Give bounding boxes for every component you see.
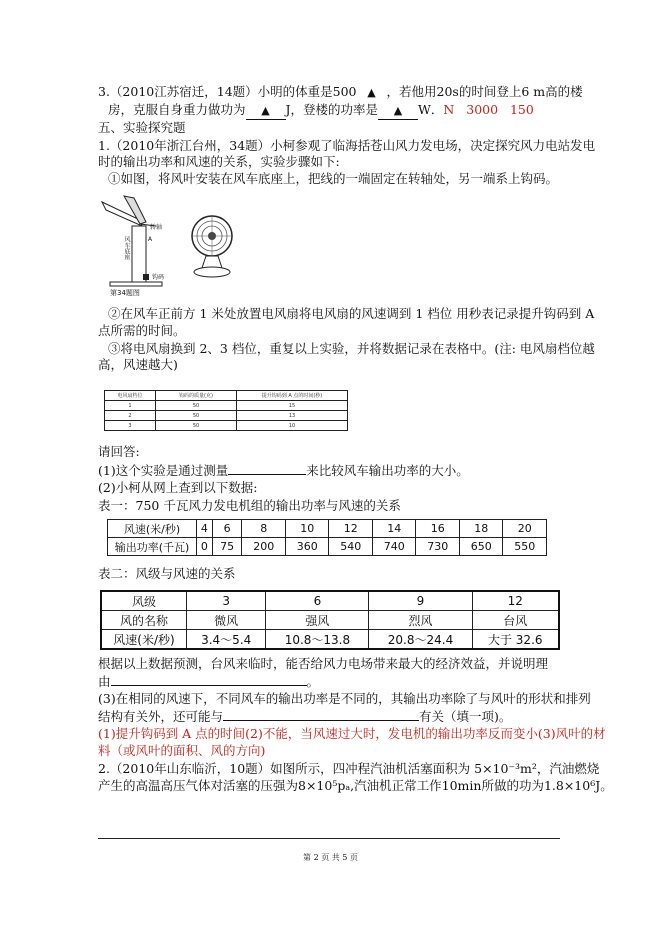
fig-label-axle: 转轴 [150, 224, 163, 231]
table-row [108, 538, 547, 556]
table-cell: 18 [459, 520, 503, 538]
table-row-label: 输出功率(千瓦) [108, 538, 197, 556]
table-cell: 10 [285, 520, 329, 538]
section-heading: 五、实验探究题 [98, 120, 186, 135]
windmill-figure [100, 192, 250, 296]
q3-text-e: W． [418, 102, 444, 117]
q3-blank-3 [378, 102, 418, 120]
page-footer: 第 2 页 共 5 页 [303, 853, 358, 862]
table-cell: 360 [285, 538, 329, 556]
table-cell: 20.8～24.4 [369, 630, 472, 650]
q3-answer: N 3000 150 [443, 102, 534, 117]
q2-line2: 产生的高温高压气体对活塞的压强为8×10⁵pₐ,汽油机正常工作10min所做的功为1.8×10⁶J。 [98, 778, 613, 793]
table-cell: 75 [212, 538, 242, 556]
q1-sub3-line1: (3)在相同的风速下，不同风车的输出功率是不同的，其输出功率除了与风叶的形状和排列 [98, 691, 591, 706]
q1-step3-line2: 高，风速越大) [98, 357, 178, 372]
q1-step2-line2: 点所需的时间。 [98, 323, 186, 338]
q1-step2-line1: ②在风车正前方 1 米处放置电风扇将电风扇的风速调到 1 档位 用秒表记录提升钩码到 A [108, 306, 595, 321]
table-cell: 50 [156, 401, 237, 411]
table-row-label: 风的名称 [101, 611, 187, 630]
triangle-marker-icon: ▲ [261, 104, 270, 117]
table-cell: 650 [459, 538, 503, 556]
table-cell: 13 [237, 411, 348, 421]
table-cell: 200 [242, 538, 286, 556]
q1-sub3-text-b: 有关（填一项)。 [419, 709, 512, 724]
power-vs-windspeed-table [107, 519, 547, 556]
table-cell: 台风 [472, 611, 559, 630]
table-cell: 2 [105, 411, 156, 421]
q1-step1: ①如图，将风叶安装在风车底座上，把线的一端固定在转轴处，另一端系上钩码。 [108, 171, 559, 186]
table-cell: 16 [416, 520, 460, 538]
table-cell: 14 [372, 520, 416, 538]
table-row [101, 630, 559, 650]
q3-blank-1 [357, 84, 387, 99]
q2-line1: 2.（2010年山东临沂，10题）如图所示，四冲程汽油机活塞面积为 5×10⁻³m²，汽油燃烧 [98, 761, 600, 776]
q3-blank-2 [246, 102, 286, 120]
triangle-marker-icon: ▲ [367, 86, 376, 99]
q1-step3-line1: ③将电风扇换到 2、3 档位，重复以上实验，并将数据记录在表格中。(注: 电风扇档位越 [108, 341, 595, 356]
q1-answer-line2: 料（或风叶的面积、风的方向) [98, 743, 266, 758]
table-cell: 1 [105, 401, 156, 411]
table-cell: 550 [503, 538, 547, 556]
table-cell: 4 [197, 520, 213, 538]
table-cell: 3.4～5.4 [187, 630, 266, 650]
table-cell: 6 [266, 591, 369, 611]
table-row-label: 风速(米/秒) [108, 520, 197, 538]
table-row [108, 520, 547, 538]
triangle-marker-icon: ▲ [393, 104, 403, 117]
table-row [101, 591, 559, 611]
table1-title: 表一：750 千瓦风力发电机组的输出功率与风速的关系 [98, 498, 401, 513]
q1-answer-line1: (1)提升钩码到 A 点的时间(2)不能，当风速过大时，发电机的输出功率反而变小(3)风叶的材 [98, 726, 606, 741]
table-cell: 大于 32.6 [472, 630, 559, 650]
q1-predict-text-b: 。 [306, 674, 320, 689]
q1-sub3-blank [223, 708, 419, 721]
table-cell: 20 [503, 520, 547, 538]
footer-rule [98, 838, 560, 839]
table-cell: 6 [212, 520, 242, 538]
fig-label-weight: 钩码 [152, 274, 165, 281]
table-row [105, 421, 348, 431]
table-header-cell: 钩码的质量(克) [156, 391, 237, 401]
q3-line2 [108, 102, 534, 120]
table-cell: 0 [197, 538, 213, 556]
q3-line1 [98, 84, 583, 100]
table-row-label: 风速(米/秒) [101, 630, 187, 650]
figure-caption: 第34题图 [110, 289, 140, 297]
fig-label-base: 风车底座 [123, 236, 130, 260]
table2-title: 表二：风级与风速的关系 [98, 566, 236, 581]
table-cell: 730 [416, 538, 460, 556]
q1-intro-line2: 时的输出功率和风速的关系，实验步骤如下: [98, 154, 340, 169]
q3-text-c: 房，克服自身重力做功为 [108, 102, 246, 117]
table-row-label: 风级 [101, 591, 187, 611]
table-cell: 3 [187, 591, 266, 611]
table-cell: 3 [105, 421, 156, 431]
q3-text-d: J，登楼的功率是 [285, 102, 379, 117]
q1-sub3-text-a: 结构有关外，还可能与 [98, 709, 224, 724]
q1-intro-line1: 1.（2010年浙江台州，34题）小柯参观了临海括苍山风力发电场，决定探究风力电站发电 [98, 138, 596, 153]
table-cell: 10.8～13.8 [266, 630, 369, 650]
table-cell: 10 [237, 421, 348, 431]
q1-sub3-line2 [98, 708, 511, 725]
table-cell: 8 [242, 520, 286, 538]
table-cell: 540 [329, 538, 373, 556]
table-row [101, 611, 559, 630]
wind-level-table [100, 590, 560, 650]
q1-sub1 [98, 462, 469, 479]
table-cell: 740 [372, 538, 416, 556]
table-row [105, 411, 348, 421]
table-header-row [105, 391, 348, 401]
experiment-data-table [104, 390, 348, 431]
table-cell: 9 [369, 591, 472, 611]
q3-text-a: 3.（2010江苏宿迁，14题）小明的体重是500 [98, 84, 357, 99]
table-cell: 50 [156, 421, 237, 431]
q1-sub1-blank [228, 462, 306, 475]
table-row [105, 401, 348, 411]
table-header-cell: 提升钩码到 A 点的时间(秒) [237, 391, 348, 401]
q1-predict-line2 [98, 673, 319, 690]
please-answer-label: 请回答: [98, 444, 140, 459]
q1-sub1-text-b: 来比较风车输出功率的大小。 [306, 463, 469, 478]
table-cell: 50 [156, 411, 237, 421]
q1-sub2: (2)小柯从网上查到以下数据: [98, 480, 258, 495]
q1-sub1-text-a: (1)这个实验是通过测量 [98, 463, 229, 478]
fig-label-a: A [148, 236, 153, 243]
q1-predict-line1: 根据以上数据预测，台风来临时，能否给风力电场带来最大的经济效益，并说明理 [98, 656, 549, 671]
table-cell: 强风 [266, 611, 369, 630]
table-cell: 微风 [187, 611, 266, 630]
table-cell: 烈风 [369, 611, 472, 630]
q3-text-b: ，若他用20s的时间登上6 m高的楼 [386, 84, 583, 99]
table-cell: 15 [237, 401, 348, 411]
q1-predict-text-a: 由 [98, 674, 111, 689]
table-cell: 12 [472, 591, 559, 611]
q1-predict-blank [111, 673, 307, 686]
table-header-cell: 电风扇档位 [105, 391, 156, 401]
table-cell: 12 [329, 520, 373, 538]
